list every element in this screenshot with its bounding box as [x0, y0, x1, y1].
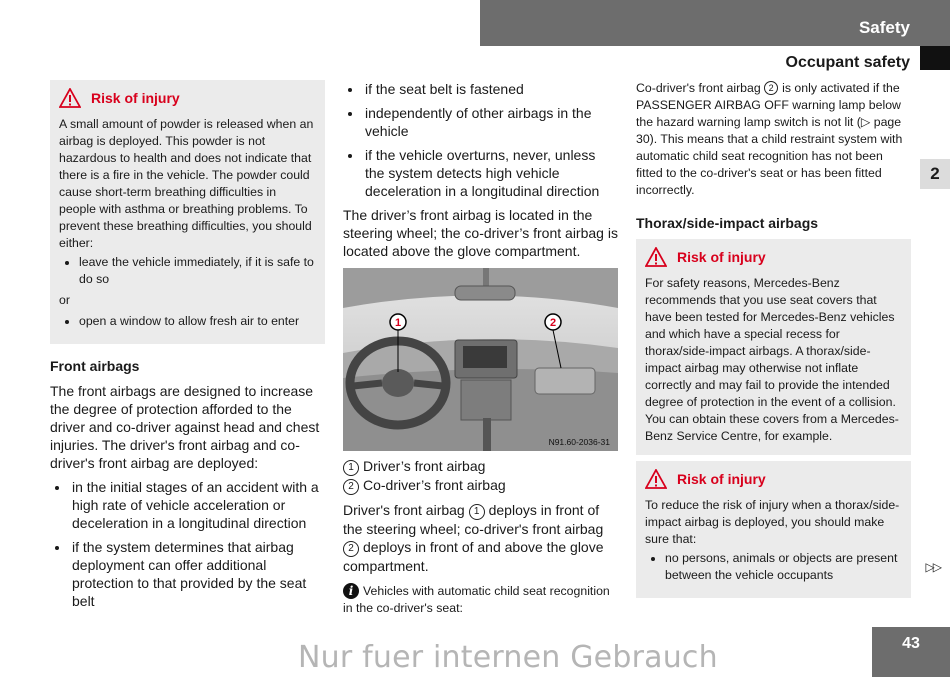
warning-item: • no persons, animals or objects are present between the vehicle occupants: [665, 550, 902, 584]
warning-title: Risk of injury: [677, 249, 766, 265]
info-icon: i: [343, 583, 359, 599]
warning-box-seat-covers: [636, 239, 911, 455]
heading-front-airbags: Front airbags: [50, 358, 140, 374]
list-item: • if the seat belt is fastened: [363, 80, 618, 98]
callout-marker: 2: [343, 479, 359, 495]
figure-code: N91.60-2036-31: [548, 437, 610, 447]
warning-item: • leave the vehicle immediately, if it is safe to do so: [79, 254, 316, 288]
callout-marker: 2: [764, 81, 778, 95]
paragraph-child-seat: Co-driver's front airbag 2 is only activated if the PASSENGER AIRBAG OFF warning lamp below the hazard warning lamp switch is not lit (▷ page 30). This means that a child restraint system with automatic child seat recognition has not been fitted to the co-driver's seat or has been fitted incorrectly.: [636, 81, 903, 197]
warning-item: • open a window to allow fresh air to enter: [79, 313, 316, 330]
list-item: • if the vehicle overturns, never, unless the system detects high vehicle deceleration in a longitudinal direction: [363, 146, 618, 200]
heading-thorax-airbags: Thorax/side-impact airbags: [636, 215, 819, 231]
legend-item-1: 1 Driver’s front airbag: [343, 457, 618, 476]
warning-text: For safety reasons, Mercedes-Benz recommends that you use seat covers that have been tested for Mercedes-Benz vehicles and which have a special recess for thorax/side-impact airbags. A thorax/side-impact airbag may otherwise not inflate correctly and may fail to provide the intended degree of protection in the event of a collision. You can obtain these covers from a Mercedes-Benz Service Centre, for example.: [645, 276, 899, 443]
paragraph: The front airbags are designed to increase the degree of protection afforded to the driver and co-driver against head and chest injuries. The driver's front airbag and co-driver's front airbag are deployed:: [50, 383, 320, 471]
warning-title: Risk of injury: [677, 471, 766, 487]
dashboard-figure: [343, 268, 618, 451]
chapter-tab: 2: [920, 159, 950, 189]
callout-1-label: 1: [394, 317, 402, 329]
warning-box-powder: [50, 80, 325, 344]
warning-triangle-icon: [645, 469, 667, 489]
page-number-box: [872, 627, 950, 677]
column-3: [636, 80, 911, 598]
warning-title: Risk of injury: [91, 90, 180, 106]
continue-arrows-icon: ▷▷: [925, 560, 940, 574]
paragraph-deploy: Driver's front airbag 1 deploys in front of the steering wheel; co-driver's front airbag 2 deploys in front of and above the glove compartment.: [343, 502, 604, 574]
watermark: Nur fuer internen Gebrauch: [298, 640, 718, 675]
callout-marker: 2: [343, 541, 359, 557]
callout-2-label: 2: [549, 317, 557, 329]
list-item: • independently of other airbags in the vehicle: [363, 104, 618, 140]
warning-or: or: [59, 293, 70, 307]
column-2: [343, 80, 618, 617]
dashboard-illustration: [343, 268, 618, 451]
legend-item-2: 2 Co-driver’s front airbag: [343, 476, 618, 495]
callout-marker: 1: [469, 504, 485, 520]
warning-box-occupants: [636, 461, 911, 598]
side-marker: [920, 46, 950, 70]
section-title: Safety: [858, 18, 910, 37]
column-1: [50, 80, 325, 616]
info-note: i Vehicles with automatic child seat recognition in the co-driver's seat:: [343, 584, 610, 615]
page-number: 43: [902, 635, 920, 652]
warning-triangle-icon: [59, 88, 81, 108]
warning-triangle-icon: [645, 247, 667, 267]
list-item: • in the initial stages of an accident with a high rate of vehicle acceleration or deceleration in a longitudinal direction: [70, 478, 325, 532]
warning-text: A small amount of powder is released when an airbag is deployed. This powder is not hazardous to health and does not indicate that there is a fire in the vehicle. The powder could cause short-term breathing difficulties in people with asthma or breathing problems. To prevent these breathing difficulties, you should either:: [59, 117, 314, 250]
warning-text: To reduce the risk of injury when a thorax/side-impact airbag is deployed, you should make sure that:: [645, 498, 900, 546]
paragraph: The driver’s front airbag is located in the steering wheel; the co-driver’s front airbag is located above the glove compartment.: [343, 207, 618, 259]
subsection-title: Occupant safety: [785, 54, 910, 71]
callout-marker: 1: [343, 460, 359, 476]
list-item: • if the system determines that airbag deployment can offer additional protection to that provided by the seat belt: [70, 538, 325, 610]
